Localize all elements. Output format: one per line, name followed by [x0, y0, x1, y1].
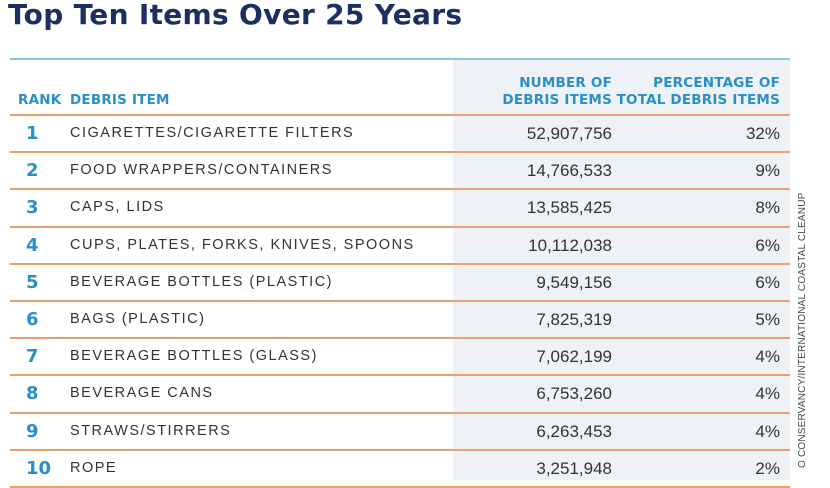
percentage-cell: 6%: [755, 235, 780, 255]
rank-cell: 7: [26, 346, 39, 368]
percentage-cell: 9%: [755, 161, 780, 181]
number-cell: 13,585,425: [526, 198, 612, 218]
percentage-cell: 5%: [755, 309, 780, 329]
rank-cell: 6: [26, 308, 39, 330]
number-cell: 6,263,453: [536, 421, 612, 441]
header-number: [502, 75, 612, 109]
header-percentage-line1: PERCENTAGE OF: [653, 75, 780, 91]
table-row: [10, 339, 790, 376]
percentage-cell: 2%: [755, 458, 780, 478]
number-cell: 14,766,533: [526, 161, 612, 181]
number-cell: 10,112,038: [528, 235, 612, 255]
table-header: [10, 60, 790, 114]
debris-item-cell: STRAWS/STIRRERS: [70, 422, 232, 439]
debris-item-cell: BEVERAGE CANS: [70, 385, 214, 402]
header-number-line1: NUMBER OF: [519, 75, 612, 91]
number-cell: 9,549,156: [536, 272, 612, 292]
number-cell: 6,753,260: [536, 384, 612, 404]
table-row: [10, 190, 790, 227]
rank-cell: 5: [26, 271, 39, 293]
number-cell: 7,825,319: [536, 309, 612, 329]
header-number-line2: DEBRIS ITEMS: [502, 92, 612, 108]
number-cell: 52,907,756: [526, 124, 612, 143]
debris-item-cell: CAPS, LIDS: [70, 199, 165, 216]
debris-item-cell: BEVERAGE BOTTLES (PLASTIC): [70, 273, 333, 290]
table-body: [10, 116, 790, 488]
header-debris-item: DEBRIS ITEM: [70, 92, 170, 108]
rank-cell: 3: [26, 197, 39, 219]
table-row: [10, 302, 790, 339]
table-row: [10, 116, 790, 153]
table-row: [10, 228, 790, 265]
header-percentage: [617, 75, 780, 109]
rank-cell: 1: [26, 123, 39, 144]
rank-cell: 10: [26, 457, 52, 479]
percentage-cell: 4%: [755, 421, 780, 441]
rank-cell: 8: [26, 383, 39, 405]
page-title: Top Ten Items Over 25 Years: [8, 0, 463, 31]
debris-item-cell: ROPE: [70, 459, 118, 476]
table-row: [10, 376, 790, 413]
debris-item-cell: BEVERAGE BOTTLES (GLASS): [70, 348, 318, 365]
percentage-cell: 6%: [755, 272, 780, 292]
number-cell: 7,062,199: [536, 347, 612, 367]
number-cell: 3,251,948: [536, 458, 612, 478]
table-row: [10, 153, 790, 190]
table-row: [10, 451, 790, 488]
percentage-cell: 4%: [755, 347, 780, 367]
debris-item-cell: CIGARETTES/CIGARETTE FILTERS: [70, 125, 355, 141]
header-rank: RANK: [18, 92, 62, 108]
debris-item-cell: CUPS, PLATES, FORKS, KNIVES, SPOONS: [70, 236, 415, 253]
rank-cell: 2: [26, 160, 39, 182]
table-row: [10, 414, 790, 451]
rank-cell: 9: [26, 420, 39, 442]
percentage-cell: 4%: [755, 384, 780, 404]
header-percentage-line2: TOTAL DEBRIS ITEMS: [616, 92, 780, 108]
percentage-cell: 32%: [745, 124, 780, 143]
debris-item-cell: BAGS (PLASTIC): [70, 310, 206, 327]
photo-credit: O CONSERVANCY/INTERNATIONAL COASTAL CLEANUP: [797, 192, 808, 468]
debris-table: [10, 58, 790, 480]
percentage-cell: 8%: [755, 198, 780, 218]
table-row: [10, 265, 790, 302]
rank-cell: 4: [26, 234, 39, 256]
debris-item-cell: FOOD WRAPPERS/CONTAINERS: [70, 162, 333, 179]
